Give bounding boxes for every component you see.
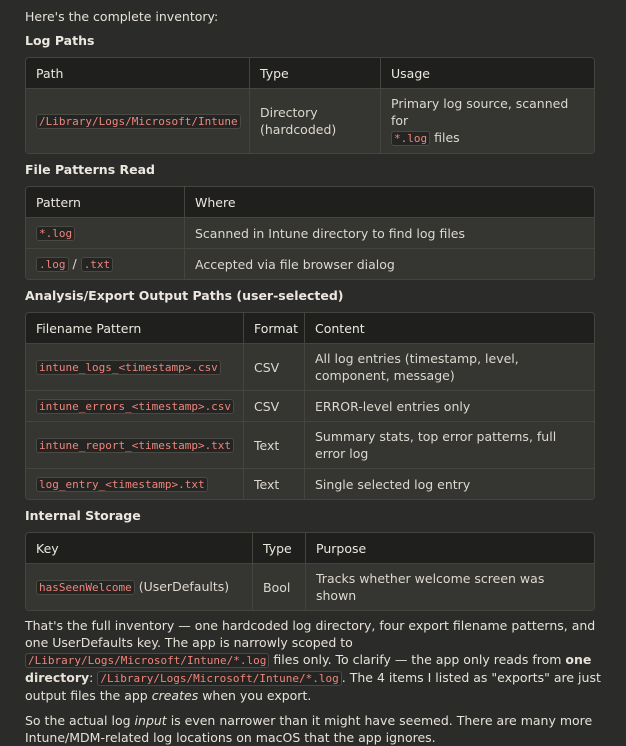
emphasis-bold: one directory xyxy=(25,652,592,685)
key-cell: hasSeenWelcome (UserDefaults) xyxy=(26,563,253,610)
conclusion-paragraph: So the actual log input is even narrower than it might have seemed. There are many more Intune/MDM-related log locations on macOS that the app ignores. xyxy=(25,713,593,745)
intro-text: Here's the complete inventory: xyxy=(25,9,219,24)
column-header: Where xyxy=(185,187,594,217)
table-row xyxy=(26,563,594,610)
export-paths-heading: Analysis/Export Output Paths (user-selected) xyxy=(25,288,344,303)
path-cell xyxy=(26,88,250,153)
where-cell: Scanned in Intune directory to find log files xyxy=(185,217,594,248)
pattern-code: .txt xyxy=(81,257,114,272)
table-row xyxy=(26,390,594,421)
content-cell: Single selected log entry xyxy=(305,468,594,499)
usage-code: *.log xyxy=(391,131,430,146)
emphasis-italic: input xyxy=(134,713,167,728)
column-header: Filename Pattern xyxy=(26,313,244,343)
column-header: Path xyxy=(26,58,250,88)
table-row xyxy=(26,343,594,390)
key-code: hasSeenWelcome xyxy=(36,580,135,595)
summary-paragraph: That's the full inventory — one hardcoded log directory, four export filename patterns, and one UserDefaults key. The app is narrowly scoped to /Library/Logs/Microsoft/Intune/*.log files only. To clarify — the app only reads from one directory: /Library/Logs/Microsoft/Intune/*.log . The 4 items I listed as "exports" are just output files the app creates when you export. xyxy=(25,618,601,703)
column-header: Format xyxy=(244,313,305,343)
format-cell: Text xyxy=(244,421,305,468)
purpose-cell: Tracks whether welcome screen was shown xyxy=(306,563,594,610)
export-paths-table xyxy=(25,312,595,500)
pattern-code: .log xyxy=(36,257,69,272)
format-cell: Text xyxy=(244,468,305,499)
column-header: Pattern xyxy=(26,187,185,217)
table-row xyxy=(26,217,594,248)
log-paths-heading: Log Paths xyxy=(25,33,95,48)
type-cell: Bool xyxy=(253,563,306,610)
column-header: Content xyxy=(305,313,594,343)
path-code: /Library/Logs/Microsoft/Intune xyxy=(36,114,241,129)
format-cell: CSV xyxy=(244,343,305,390)
where-cell: Accepted via file browser dialog xyxy=(185,248,594,279)
filename-cell xyxy=(26,468,244,499)
content-cell: Summary stats, top error patterns, full error log xyxy=(305,421,594,468)
path-code: /Library/Logs/Microsoft/Intune/*.log xyxy=(25,653,269,668)
filename-code: intune_errors_<timestamp>.csv xyxy=(36,399,234,414)
pattern-cell xyxy=(26,217,185,248)
internal-storage-heading: Internal Storage xyxy=(25,508,141,523)
log-paths-table xyxy=(25,57,595,154)
path-code: /Library/Logs/Microsoft/Intune/*.log xyxy=(97,671,341,686)
filename-code: intune_logs_<timestamp>.csv xyxy=(36,360,221,375)
column-header: Key xyxy=(26,533,253,563)
filename-cell xyxy=(26,343,244,390)
filename-cell xyxy=(26,421,244,468)
table-row xyxy=(26,421,594,468)
filename-code: log_entry_<timestamp>.txt xyxy=(36,477,208,492)
table-row xyxy=(26,468,594,499)
filename-code: intune_report_<timestamp>.txt xyxy=(36,438,234,453)
column-header: Type xyxy=(250,58,381,88)
file-patterns-heading: File Patterns Read xyxy=(25,162,155,177)
pattern-code: *.log xyxy=(36,226,75,241)
pattern-cell: .log / .txt xyxy=(26,248,185,279)
type-cell: Directory (hardcoded) xyxy=(250,88,381,153)
file-patterns-table xyxy=(25,186,595,280)
column-header: Type xyxy=(253,533,306,563)
table-row xyxy=(26,88,594,153)
format-cell: CSV xyxy=(244,390,305,421)
table-row xyxy=(26,248,594,279)
column-header: Purpose xyxy=(306,533,594,563)
usage-cell: Primary log source, scanned for *.log files xyxy=(381,88,594,153)
content-cell: ERROR-level entries only xyxy=(305,390,594,421)
content-cell: All log entries (timestamp, level, component, message) xyxy=(305,343,594,390)
emphasis-italic: creates xyxy=(151,688,199,703)
internal-storage-table xyxy=(25,532,595,611)
column-header: Usage xyxy=(381,58,594,88)
filename-cell xyxy=(26,390,244,421)
